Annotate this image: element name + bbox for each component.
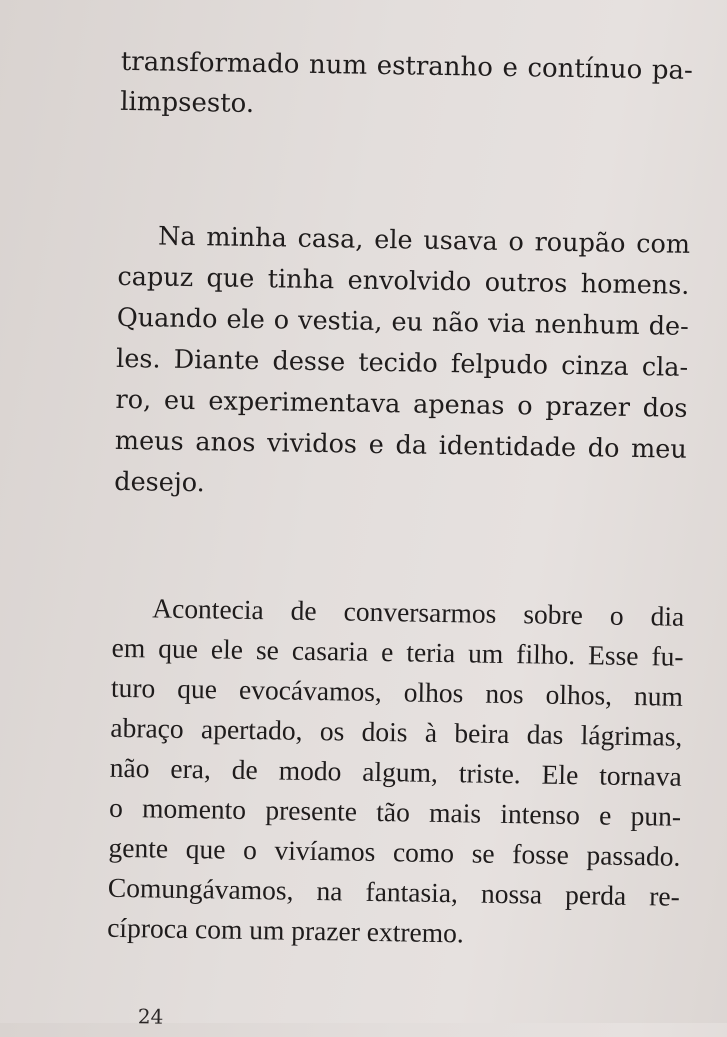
paragraph-1 xyxy=(120,42,693,131)
text-line: limpsesto. xyxy=(119,86,255,119)
text-line: gente que o vivíamos como se fosse passado. xyxy=(108,831,681,872)
text-line: capuz que tinha envolvido outros homens. xyxy=(117,261,690,301)
text-line: Comungávamos, na fantasia, nossa perda re- xyxy=(107,871,681,912)
text-line: Acontecia de conversarmos sobre o dia xyxy=(152,592,685,632)
text-line: turo que evocávamos, olhos nos olhos, num xyxy=(110,671,684,712)
text-line: cíproca com um prazer extremo. xyxy=(107,911,465,949)
text-line: transformado num estranho e contínuo pa- xyxy=(120,46,694,86)
text-line: abraço apertado, os dois à beira das lágrimas, xyxy=(110,711,683,752)
text-line: Na minha casa, ele usava o roupão com xyxy=(157,221,691,260)
text-line: o momento presente tão mais intenso e pun- xyxy=(108,791,682,832)
text-line: desejo. xyxy=(114,466,205,499)
text-line: Quando ele o vestia, eu não via nenhum de- xyxy=(116,302,689,342)
text-line: em que ele se casaria e teria um filho. Esse fu- xyxy=(111,631,684,672)
text-line: meus anos vividos e da identidade do meu xyxy=(114,425,688,465)
paragraph-3 xyxy=(107,588,685,957)
text-line: ro, eu experimentava apenas o prazer dos xyxy=(115,384,688,424)
text-line: les. Diante desse tecido felpudo cinza cla- xyxy=(115,343,689,383)
paragraph-2 xyxy=(114,216,690,512)
page-number: 24 xyxy=(137,1004,164,1029)
text-line: não era, de modo algum, triste. Ele tornava xyxy=(109,751,682,792)
